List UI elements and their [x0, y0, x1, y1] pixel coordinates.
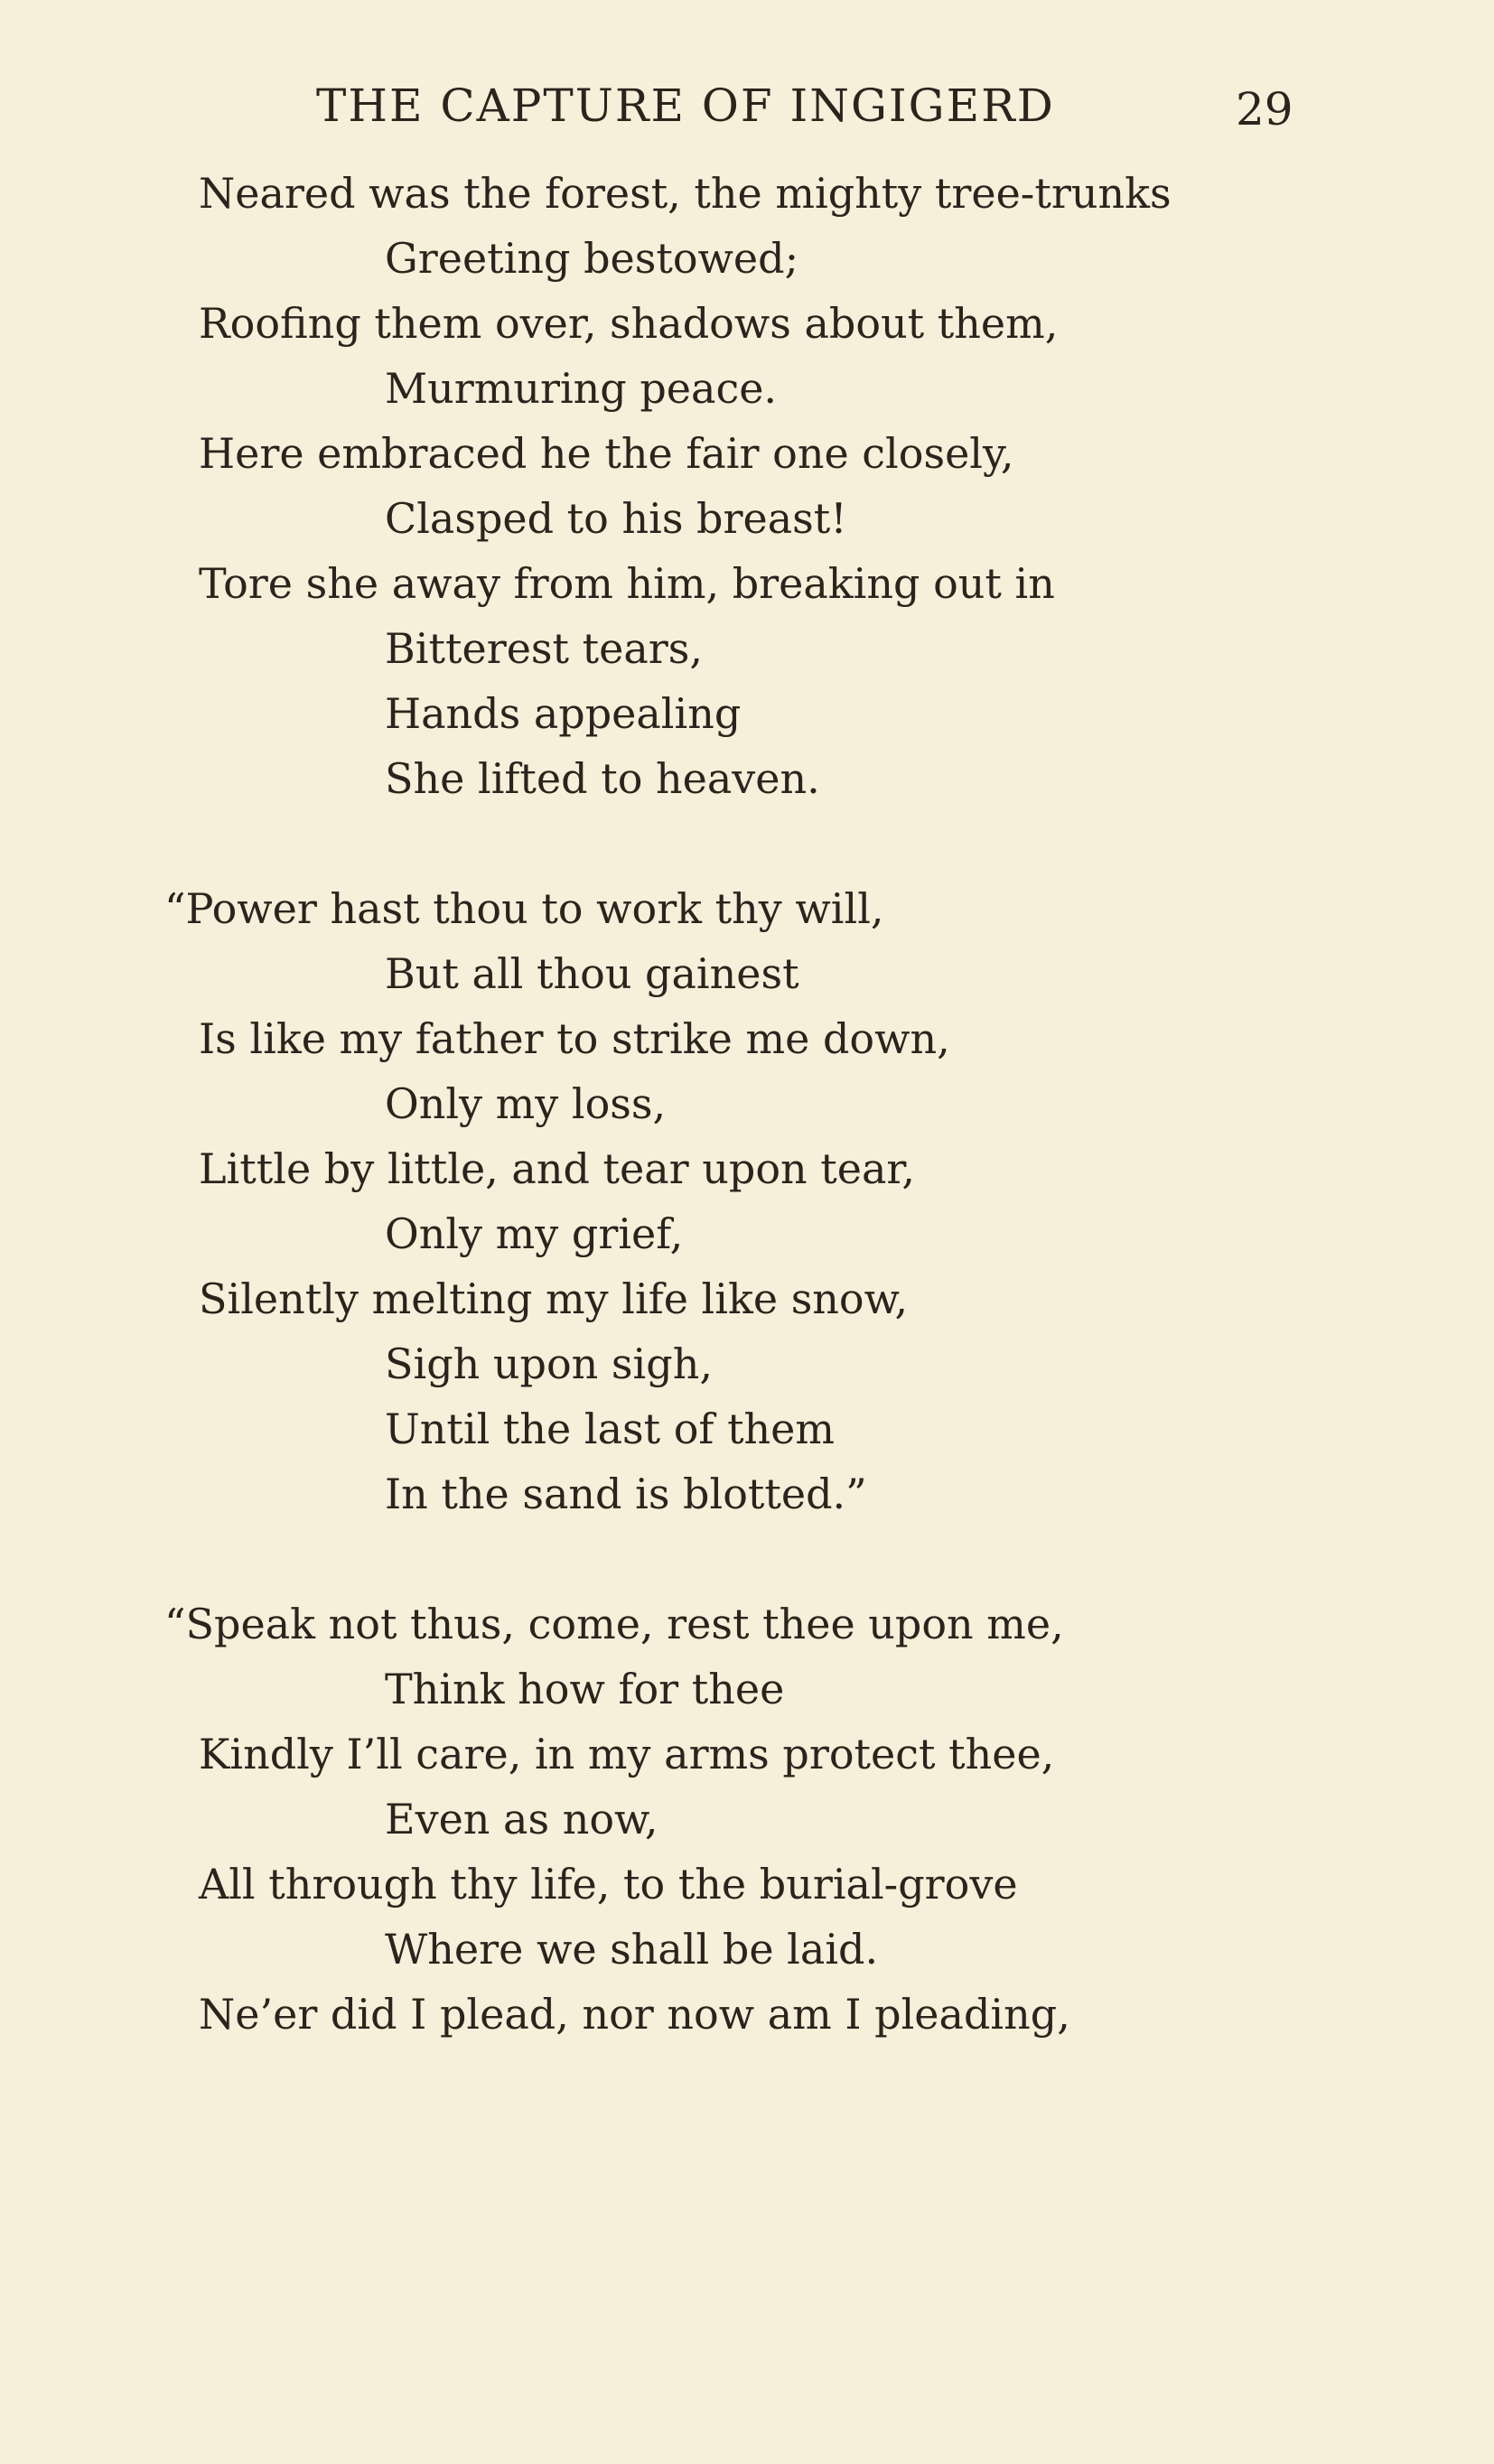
verse-line: Where we shall be laid.: [385, 1925, 879, 1974]
verse-line: “Speak not thus, come, rest thee upon me,: [164, 1600, 1064, 1648]
verse-line: Only my loss,: [385, 1079, 667, 1128]
verse-line: Ne’er did I plead, nor now am I pleading,: [199, 1990, 1070, 2039]
verse-line: Only my grief,: [385, 1209, 684, 1258]
verse-line: Bitterest tears,: [385, 624, 703, 673]
page-number: 29: [1236, 83, 1293, 135]
verse-line: Hands appealing: [385, 689, 742, 738]
verse-line: Neared was the forest, the mighty tree-trunks: [199, 169, 1172, 218]
verse-line: “Power hast thou to work thy will,: [164, 884, 884, 933]
stanza-3: [0, 1591, 1494, 2047]
verse-line: Sigh upon sigh,: [385, 1339, 713, 1388]
verse-line: But all thou gainest: [385, 949, 799, 998]
verse-line: Little by little, and tear upon tear,: [199, 1144, 915, 1193]
running-head: [0, 74, 1494, 137]
verse-line: Here embraced he the fair one closely,: [199, 429, 1014, 478]
running-title: THE CAPTURE OF INGIGERD: [316, 79, 1055, 132]
verse-line: Clasped to his breast!: [385, 494, 847, 543]
verse-line: Think how for thee: [385, 1665, 785, 1713]
stanza-2: [0, 876, 1494, 1526]
verse-line: Until the last of them: [385, 1405, 836, 1453]
verse-line: Even as now,: [385, 1795, 658, 1843]
verse-line: Roofing them over, shadows about them,: [199, 299, 1059, 348]
verse-line: Tore she away from him, breaking out in: [199, 559, 1055, 608]
verse-line: Kindly I’ll care, in my arms protect thee,: [199, 1730, 1055, 1778]
verse-line: Silently melting my life like snow,: [199, 1274, 909, 1323]
verse-line: Is like my father to strike me down,: [199, 1014, 950, 1063]
verse-line: Murmuring peace.: [385, 364, 778, 413]
verse-line: Greeting bestowed;: [385, 234, 799, 283]
verse-line: She lifted to heaven.: [385, 754, 820, 803]
poem-body: [0, 161, 1494, 2112]
stanza-1: [0, 161, 1494, 811]
verse-line: In the sand is blotted.”: [385, 1470, 867, 1518]
verse-line: All through thy life, to the burial-grove: [199, 1860, 1018, 1909]
